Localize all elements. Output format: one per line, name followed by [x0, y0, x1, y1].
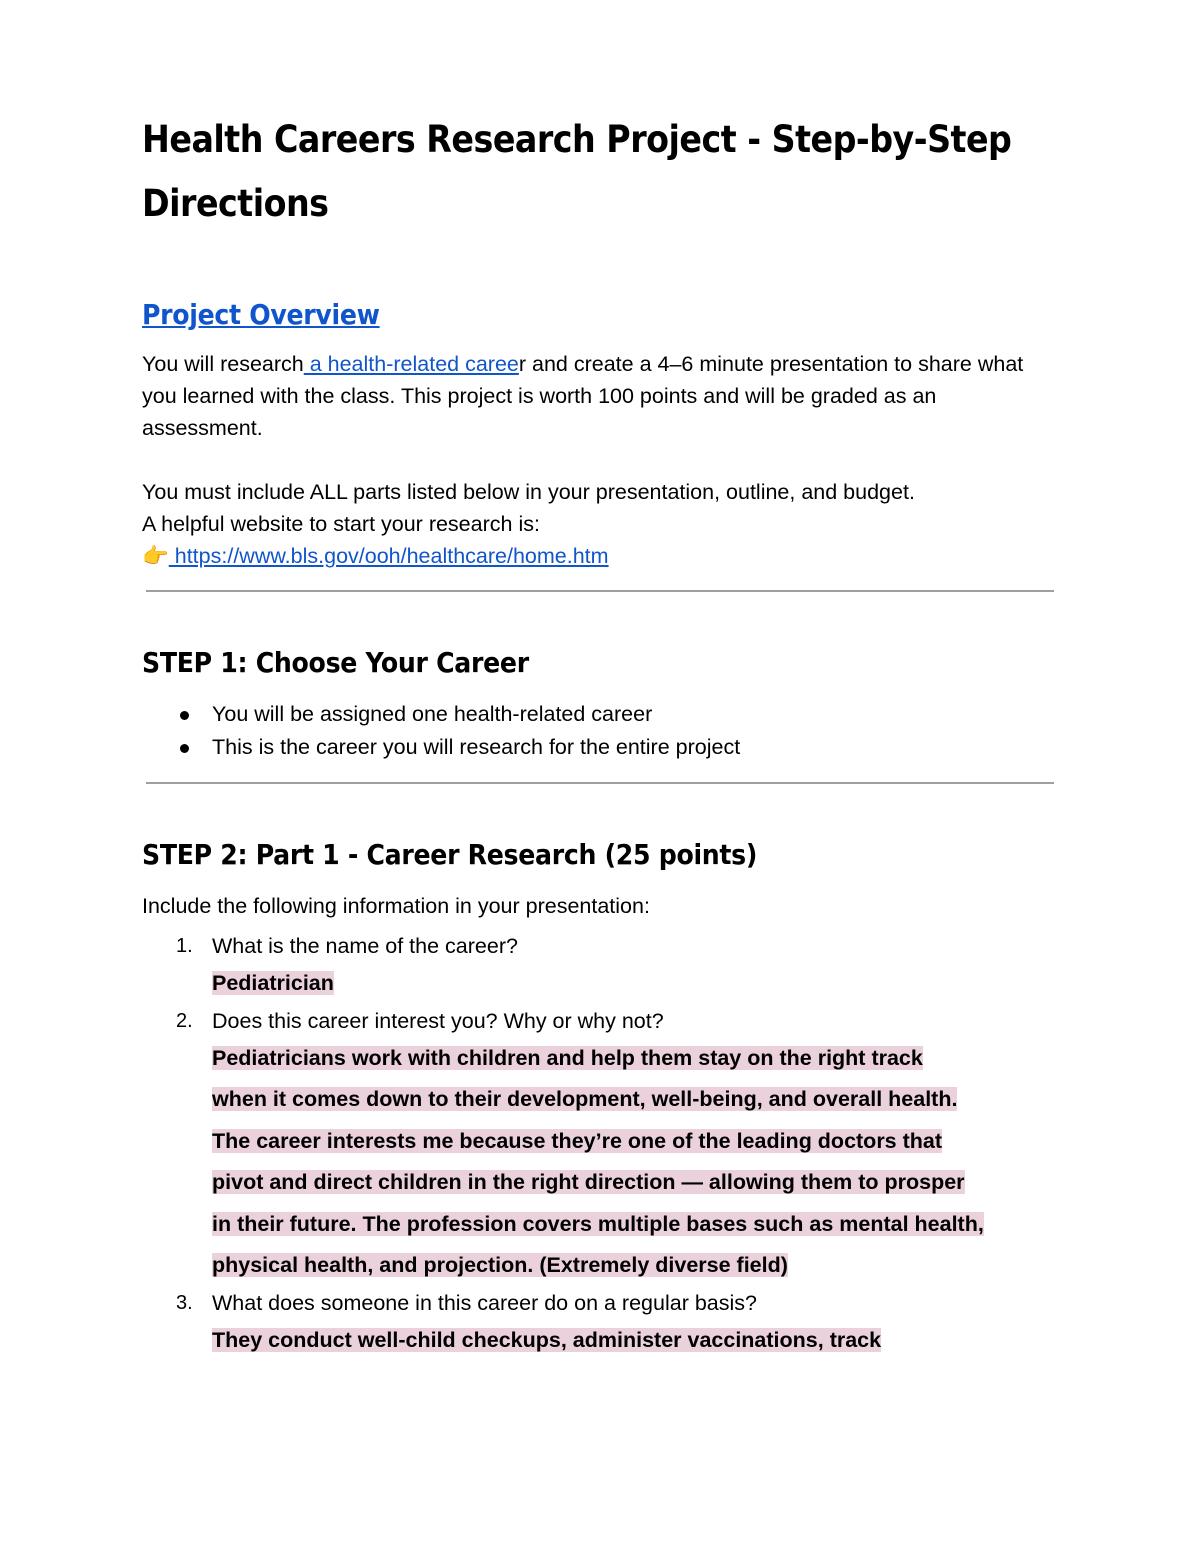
project-overview-heading [142, 296, 1058, 334]
answer-line: pivot and direct children in the right direction — allowing them to prosper [212, 1170, 965, 1194]
overview-text-b: r and create a 4–6 minute presentation to share what you learned with the class. This project is worth 100 points and will be graded as an assessment. [142, 352, 1024, 440]
question-number: 2. [176, 1009, 193, 1032]
bullet-text: You will be assigned one health-related career [212, 702, 653, 726]
answer-line: Pediatrician [212, 971, 334, 995]
answer-line: physical health, and projection. (Extremely diverse field) [212, 1253, 788, 1277]
answer-block [212, 963, 1058, 1005]
requirements-paragraph [142, 476, 1058, 572]
document-content [142, 108, 1058, 1361]
title-line-1: Health Careers Research Project - Step-by-Step [142, 118, 1012, 161]
document-title [142, 108, 1058, 236]
list-item [142, 698, 1058, 731]
answer-block [212, 1038, 1058, 1287]
step2-heading: STEP 2: Part 1 - Career Research (25 points) [142, 838, 758, 871]
question-text: What does someone in this career do on a regular basis? [212, 1290, 757, 1315]
list-item [142, 1287, 1058, 1362]
health-career-link[interactable]: a health-related caree [303, 352, 519, 376]
list-item [142, 930, 1058, 1005]
list-item [142, 1005, 1058, 1287]
step2-question-list [142, 930, 1058, 1361]
question-number: 1. [176, 935, 193, 957]
requirements-line-2: A helpful website to start your research is: [142, 512, 540, 536]
answer-block [212, 1320, 1058, 1362]
answer-line: when it comes down to their development, well-being, and overall health. [212, 1087, 958, 1111]
answer-line: The career interests me because they’re one of the leading doctors that [212, 1128, 943, 1153]
question-text: What is the name of the career? [212, 934, 518, 958]
question-text: Does this career interest you? Why or why not? [212, 1008, 664, 1033]
section-divider-1 [146, 590, 1054, 592]
step1-bullet-list [142, 698, 1058, 764]
section-divider-2 [146, 782, 1054, 784]
answer-line: They conduct well-child checkups, administer vaccinations, track [212, 1327, 882, 1352]
title-line-2: Directions [142, 182, 329, 225]
answer-line: in their future. The profession covers multiple bases such as mental health, [212, 1211, 984, 1236]
bullet-icon [180, 711, 189, 720]
pointing-hand-icon: 👉 [142, 544, 169, 568]
bullet-icon [180, 744, 189, 753]
list-item [142, 731, 1058, 764]
overview-text-a: You will research [142, 352, 304, 376]
step2-intro: Include the following information in your presentation: [142, 894, 650, 918]
bls-website-link[interactable]: https://www.bls.gov/ooh/healthcare/home.htm [168, 544, 609, 568]
project-overview-link[interactable]: Project Overview [142, 298, 380, 331]
question-number: 3. [176, 1291, 193, 1314]
answer-line: Pediatricians work with children and help them stay on the right track [212, 1045, 923, 1070]
overview-paragraph [142, 348, 1058, 444]
bullet-text: This is the career you will research for the entire project [212, 735, 741, 759]
requirements-line-1: You must include ALL parts listed below in your presentation, outline, and budget. [142, 480, 915, 504]
step1-heading: STEP 1: Choose Your Career [142, 646, 529, 679]
